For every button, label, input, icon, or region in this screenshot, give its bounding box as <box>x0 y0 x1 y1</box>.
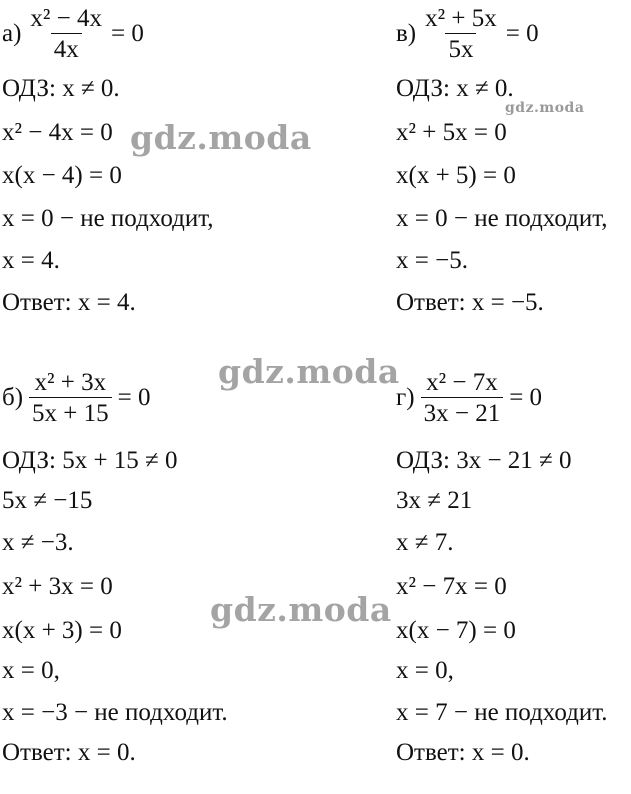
step-line: x(x − 7) = 0 <box>396 617 516 644</box>
step-line: x = 0 − не подходит, <box>2 205 214 232</box>
step-line: x = 7 − не подходит. <box>396 699 608 726</box>
answer-line: Ответ: x = −5. <box>396 289 544 316</box>
step-line: x = 0, <box>396 657 454 684</box>
step-line: x = −3 − не подходит. <box>2 699 228 726</box>
numerator-v: x² + 5x <box>425 5 497 32</box>
problem-label-b: б) <box>2 384 24 411</box>
answer-line: Ответ: x = 4. <box>2 289 136 316</box>
step-line: x = −5. <box>396 247 468 274</box>
step-line: 3x ≠ 21 <box>396 487 473 514</box>
watermark: gdz.moda <box>130 118 312 157</box>
step-line: x² + 5x = 0 <box>396 119 507 146</box>
denominator-g: 3x − 21 <box>421 397 504 426</box>
equation-v <box>396 6 539 62</box>
rhs-g: = 0 <box>509 384 543 411</box>
step-line: x² − 7x = 0 <box>396 573 507 600</box>
step-line: ОДЗ: 3x − 21 ≠ 0 <box>396 447 572 474</box>
watermark: gdz.moda <box>505 100 585 116</box>
watermark: gdz.moda <box>218 352 400 391</box>
numerator-b: x² + 3x <box>34 369 107 396</box>
equation-a <box>2 6 144 62</box>
answer-line: Ответ: x = 0. <box>396 739 530 766</box>
step-line: x ≠ −3. <box>2 529 74 556</box>
step-line: x(x − 4) = 0 <box>2 162 122 189</box>
step-line: x ≠ 7. <box>396 529 454 556</box>
numerator-a: x² − 4x <box>30 5 103 32</box>
denominator-v: 5x <box>445 33 476 62</box>
step-line: ОДЗ: 5x + 15 ≠ 0 <box>2 447 178 474</box>
step-line: x(x + 3) = 0 <box>2 617 122 644</box>
step-line: x = 0 − не подходит, <box>396 205 608 232</box>
equation-g <box>396 370 542 426</box>
rhs-a: = 0 <box>111 20 144 47</box>
problem-label-v: в) <box>396 20 417 47</box>
step-line: x(x + 5) = 0 <box>396 162 516 189</box>
denominator-a: 4x <box>51 33 82 62</box>
rhs-b: = 0 <box>117 384 151 411</box>
step-line: x = 4. <box>2 247 60 274</box>
step-line: x² + 3x = 0 <box>2 573 113 600</box>
step-line: 5x ≠ −15 <box>2 487 93 514</box>
rhs-v: = 0 <box>505 20 539 47</box>
fraction-b <box>29 370 112 426</box>
fraction-g <box>421 370 504 426</box>
problem-label-a: а) <box>2 20 22 47</box>
numerator-g: x² − 7x <box>426 369 498 396</box>
equation-b <box>2 370 151 426</box>
step-line: ОДЗ: x ≠ 0. <box>2 75 120 102</box>
denominator-b: 5x + 15 <box>29 397 112 426</box>
answer-line: Ответ: x = 0. <box>2 739 136 766</box>
problem-label-g: г) <box>396 384 415 411</box>
fraction-v <box>422 6 500 62</box>
watermark: gdz.moda <box>210 590 392 629</box>
fraction-a <box>27 6 105 62</box>
step-line: x = 0, <box>2 657 60 684</box>
step-line: x² − 4x = 0 <box>2 119 113 146</box>
step-line: ОДЗ: x ≠ 0. <box>396 75 514 102</box>
